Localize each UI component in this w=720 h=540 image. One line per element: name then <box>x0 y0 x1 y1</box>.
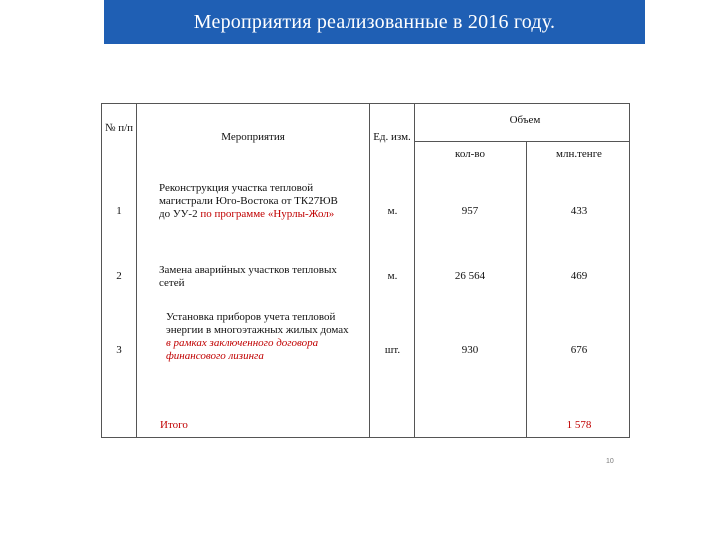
header-unit: Ед. изм. <box>373 131 411 143</box>
header-volume: Объем <box>509 114 541 126</box>
header-qty: кол-во <box>455 148 485 160</box>
row-3-num: 3 <box>116 344 122 356</box>
row-3-amount: 676 <box>570 344 588 356</box>
row-3-unit: шт. <box>384 344 401 356</box>
row-1-program: по программе «Нурлы-Жол» <box>197 208 335 220</box>
events-table <box>101 103 630 438</box>
header-num: № п/п <box>104 122 134 134</box>
row-2-unit: м. <box>387 270 398 282</box>
row-1-description: Реконструкция участка тепловой магистрали Юго-Востока от ТК27ЮВ до УУ-2 <box>159 182 338 220</box>
row-2-amount: 469 <box>570 270 588 282</box>
row-1-qty: 957 <box>461 205 479 217</box>
col-divider <box>136 104 137 437</box>
total-amount: 1 578 <box>566 419 592 431</box>
row-divider <box>414 141 629 142</box>
row-2-qty: 26 564 <box>454 270 486 282</box>
row-3-contract: в рамках заключенного договора финансового лизинга <box>166 337 319 362</box>
row-3-text <box>166 311 371 363</box>
page-number: 10 <box>606 458 614 465</box>
header-measure: Мероприятия <box>221 131 285 143</box>
header-amount: млн.тенге <box>556 148 602 160</box>
row-2-description: Замена аварийных участков тепловых сетей <box>159 264 337 289</box>
title-banner <box>104 0 645 44</box>
row-1-num: 1 <box>116 205 122 217</box>
row-3-description: Установка приборов учета тепловой энергии в многоэтажных жилых домах <box>166 311 349 336</box>
row-1-amount: 433 <box>570 205 588 217</box>
row-1-unit: м. <box>387 205 398 217</box>
row-1-text <box>159 182 349 221</box>
col-divider <box>526 141 527 437</box>
row-3-qty: 930 <box>461 344 479 356</box>
row-2-num: 2 <box>116 270 122 282</box>
total-label: Итого <box>160 419 188 431</box>
page-title: Мероприятия реализованные в 2016 году. <box>193 10 556 33</box>
